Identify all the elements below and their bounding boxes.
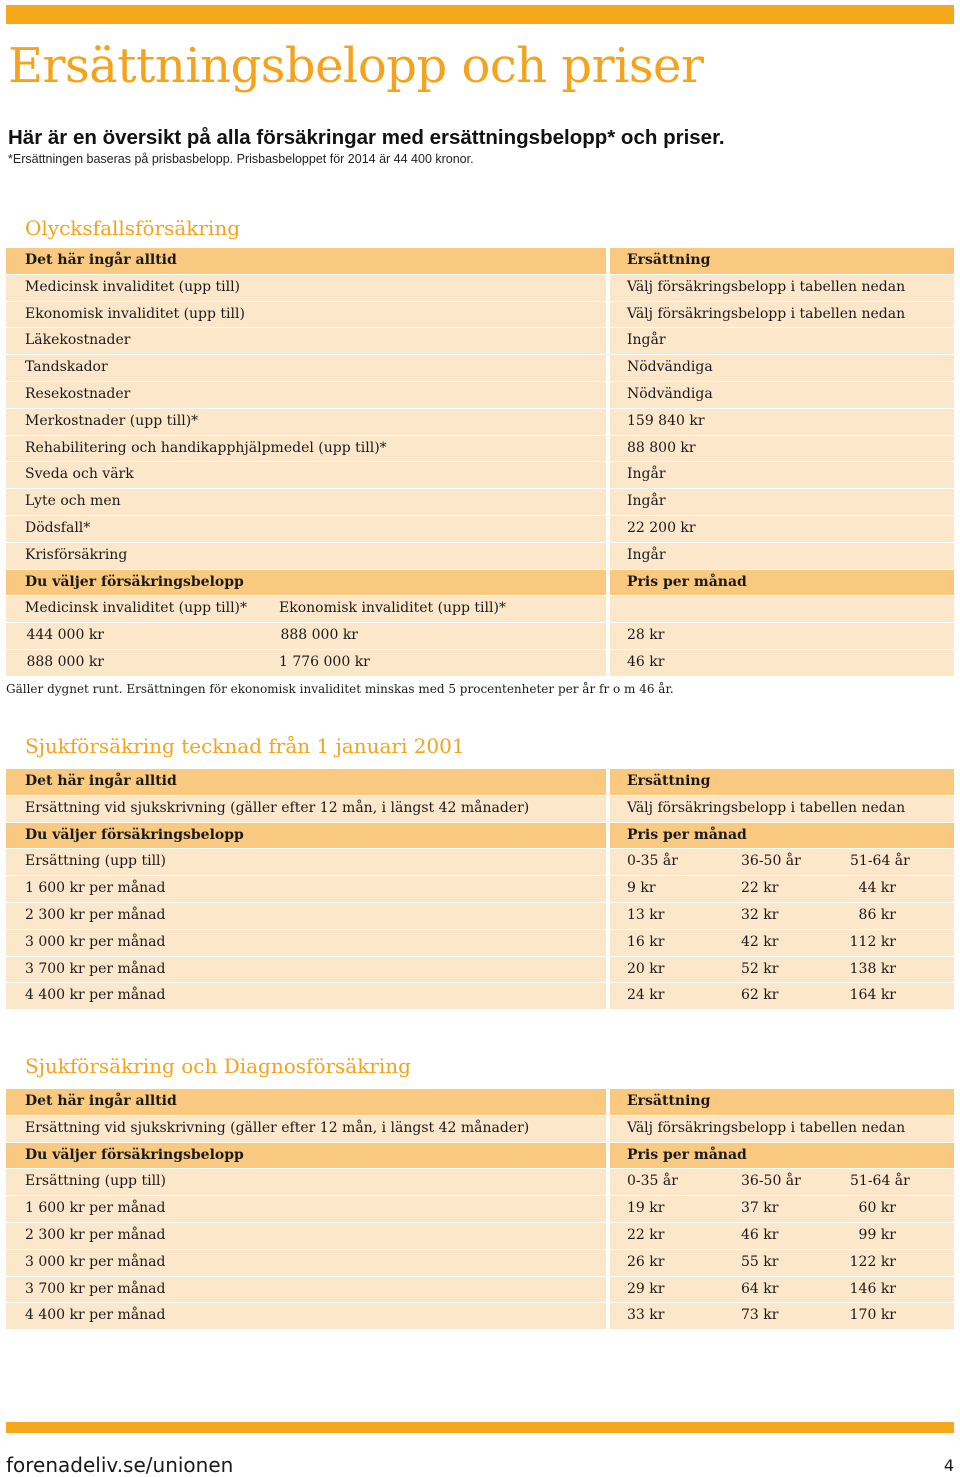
medicinsk-amount: 444 000 kr [26, 627, 104, 644]
amount-label: 3 000 kr per månad [6, 1250, 606, 1276]
price-0-35: 29 kr [627, 1280, 665, 1297]
table-row [6, 1303, 954, 1330]
amount-label: 3 000 kr per månad [6, 930, 606, 956]
table-header-row [6, 1089, 954, 1116]
row-value: Ingår [610, 489, 954, 515]
price-51-64: 44 kr [858, 880, 896, 897]
table-row [6, 903, 954, 930]
accident-footnote: Gäller dygnet runt. Ersättningen för ekonomisk invaliditet minskas med 5 procentenheter per år fr o m 46 år. [6, 682, 674, 696]
price-51-64: 146 kr [849, 1280, 896, 1297]
amount-label: 2 300 kr per månad [6, 903, 606, 929]
price-0-35: 33 kr [627, 1307, 665, 1324]
row-value: Välj försäkringsbelopp i tabellen nedan [610, 302, 954, 328]
row-label: Medicinsk invaliditet (upp till) [6, 275, 606, 301]
price-0-35: 26 kr [627, 1253, 665, 1270]
age-row-label: Ersättning (upp till) [6, 849, 606, 875]
price-36-50: 42 kr [741, 933, 779, 950]
section-title-diagnos: Sjukförsäkring och Diagnosförsäkring [25, 1054, 411, 1078]
amount-label: 2 300 kr per månad [6, 1223, 606, 1249]
table-row [6, 489, 954, 516]
table-row [6, 302, 954, 329]
column-ekonomisk: Ekonomisk invaliditet (upp till)* [279, 600, 506, 617]
intro-text: Här är en översikt på alla försäkringar med ersättningsbelopp* och priser. [8, 126, 725, 149]
price-0-35: 13 kr [627, 906, 665, 923]
age-group-row [6, 849, 954, 876]
footer-link[interactable]: forenadeliv.se/unionen [6, 1453, 234, 1477]
row-value: Ingår [610, 543, 954, 569]
choose-header-left: Du väljer försäkringsbelopp [6, 823, 606, 849]
choose-header-row [6, 1143, 954, 1170]
row-label: Resekostnader [6, 382, 606, 408]
row-label: Rehabilitering och handikapphjälpmedel (upp till)* [6, 436, 606, 462]
top-accent-bar [6, 5, 954, 24]
price-36-50: 22 kr [741, 880, 779, 897]
accident-table [6, 248, 954, 677]
table-row [6, 328, 954, 355]
amount-label: 1 600 kr per månad [6, 1196, 606, 1222]
price-51-64: 164 kr [849, 987, 896, 1004]
price-36-50: 32 kr [741, 906, 779, 923]
bottom-accent-bar [6, 1422, 954, 1433]
row-label: Sveda och värk [6, 462, 606, 488]
price-51-64: 112 kr [849, 933, 896, 950]
choose-header-row [6, 823, 954, 850]
header-right: Ersättning [610, 248, 954, 274]
header-right: Ersättning [610, 1089, 954, 1115]
amount-label: 4 400 kr per månad [6, 1303, 606, 1329]
table-row [6, 355, 954, 382]
price-0-35: 9 kr [627, 880, 656, 897]
choose-header-right: Pris per månad [610, 1143, 954, 1169]
page-number: 4 [943, 1456, 954, 1475]
age-group-row [6, 1169, 954, 1196]
row-value: Ingår [610, 328, 954, 354]
table-row [6, 1277, 954, 1304]
price-0-35: 16 kr [627, 933, 665, 950]
table-row [6, 1196, 954, 1223]
prisbasbelopp-note: *Ersättningen baseras på prisbasbelopp. Prisbasbeloppet för 2014 är 44 400 kronor. [8, 152, 474, 166]
table-header-row [6, 769, 954, 796]
age-36-50: 36-50 år [741, 853, 801, 870]
table-row [6, 382, 954, 409]
table-row [6, 462, 954, 489]
row-left: Ersättning vid sjukskrivning (gäller efter 12 mån, i längst 42 månader) [6, 1116, 606, 1142]
table-row [6, 957, 954, 984]
table-row [6, 876, 954, 903]
age-36-50: 36-50 år [741, 1173, 801, 1190]
price-value: 28 kr [610, 623, 954, 649]
choose-header-row [6, 570, 954, 597]
amount-label: 3 700 kr per månad [6, 957, 606, 983]
price-51-64: 60 kr [858, 1200, 896, 1217]
price-36-50: 55 kr [741, 1253, 779, 1270]
price-0-35: 24 kr [627, 987, 665, 1004]
medicinsk-amount: 888 000 kr [26, 653, 104, 670]
row-value: Ingår [610, 462, 954, 488]
age-51-64: 51-64 år [850, 853, 910, 870]
table-row [6, 650, 954, 677]
row-label: Lyte och men [6, 489, 606, 515]
choose-header-left: Du väljer försäkringsbelopp [6, 1143, 606, 1169]
section-title-sick: Sjukförsäkring tecknad från 1 januari 2001 [25, 734, 465, 758]
price-36-50: 37 kr [741, 1200, 779, 1217]
price-51-64: 122 kr [849, 1253, 896, 1270]
table-row [6, 930, 954, 957]
price-value: 46 kr [610, 650, 954, 676]
table-row [6, 409, 954, 436]
price-51-64: 138 kr [849, 960, 896, 977]
choose-header-left: Du väljer försäkringsbelopp [6, 570, 606, 596]
age-0-35: 0-35 år [627, 1173, 678, 1190]
table-row [6, 543, 954, 570]
age-0-35: 0-35 år [627, 853, 678, 870]
amount-label: 3 700 kr per månad [6, 1277, 606, 1303]
header-left: Det här ingår alltid [6, 769, 606, 795]
table-row [6, 1250, 954, 1277]
table-row [6, 623, 954, 650]
row-label: Tandskador [6, 355, 606, 381]
amount-label: 4 400 kr per månad [6, 983, 606, 1009]
price-36-50: 64 kr [741, 1280, 779, 1297]
table-row [6, 1116, 954, 1143]
price-36-50: 73 kr [741, 1307, 779, 1324]
row-value: 159 840 kr [610, 409, 954, 435]
row-label: Ekonomisk invaliditet (upp till) [6, 302, 606, 328]
age-51-64: 51-64 år [850, 1173, 910, 1190]
choose-columns-row [6, 596, 954, 623]
price-0-35: 22 kr [627, 1226, 665, 1243]
row-right: Välj försäkringsbelopp i tabellen nedan [610, 796, 954, 822]
row-left: Ersättning vid sjukskrivning (gäller efter 12 mån, i längst 42 månader) [6, 796, 606, 822]
choose-header-right: Pris per månad [610, 823, 954, 849]
table-row [6, 436, 954, 463]
table-row [6, 796, 954, 823]
table-row [6, 1223, 954, 1250]
row-right: Välj försäkringsbelopp i tabellen nedan [610, 1116, 954, 1142]
age-row-label: Ersättning (upp till) [6, 1169, 606, 1195]
ekonomisk-amount: 1 776 000 kr [279, 653, 370, 670]
price-36-50: 62 kr [741, 987, 779, 1004]
table-row [6, 516, 954, 543]
row-label: Läkekostnader [6, 328, 606, 354]
header-right: Ersättning [610, 769, 954, 795]
table-row [6, 275, 954, 302]
row-label: Dödsfall* [6, 516, 606, 542]
ekonomisk-amount: 888 000 kr [280, 627, 358, 644]
price-36-50: 46 kr [741, 1226, 779, 1243]
row-label: Merkostnader (upp till)* [6, 409, 606, 435]
row-value: Välj försäkringsbelopp i tabellen nedan [610, 275, 954, 301]
header-left: Det här ingår alltid [6, 1089, 606, 1115]
price-51-64: 86 kr [858, 906, 896, 923]
price-36-50: 52 kr [741, 960, 779, 977]
price-0-35: 19 kr [627, 1200, 665, 1217]
row-value: Nödvändiga [610, 355, 954, 381]
column-medicinsk: Medicinsk invaliditet (upp till)* [25, 600, 248, 617]
diagnos-table [6, 1089, 954, 1330]
header-left: Det här ingår alltid [6, 248, 606, 274]
table-header-row [6, 248, 954, 275]
sick-table [6, 769, 954, 1010]
amount-label: 1 600 kr per månad [6, 876, 606, 902]
row-value: Nödvändiga [610, 382, 954, 408]
section-title-accident: Olycksfallsförsäkring [25, 216, 241, 240]
row-value: 88 800 kr [610, 436, 954, 462]
price-51-64: 99 kr [858, 1226, 896, 1243]
choose-header-right: Pris per månad [610, 570, 954, 596]
price-0-35: 20 kr [627, 960, 665, 977]
page-title: Ersättningsbelopp och priser [8, 38, 704, 94]
row-label: Krisförsäkring [6, 543, 606, 569]
price-51-64: 170 kr [849, 1307, 896, 1324]
row-value: 22 200 kr [610, 516, 954, 542]
table-row [6, 983, 954, 1010]
